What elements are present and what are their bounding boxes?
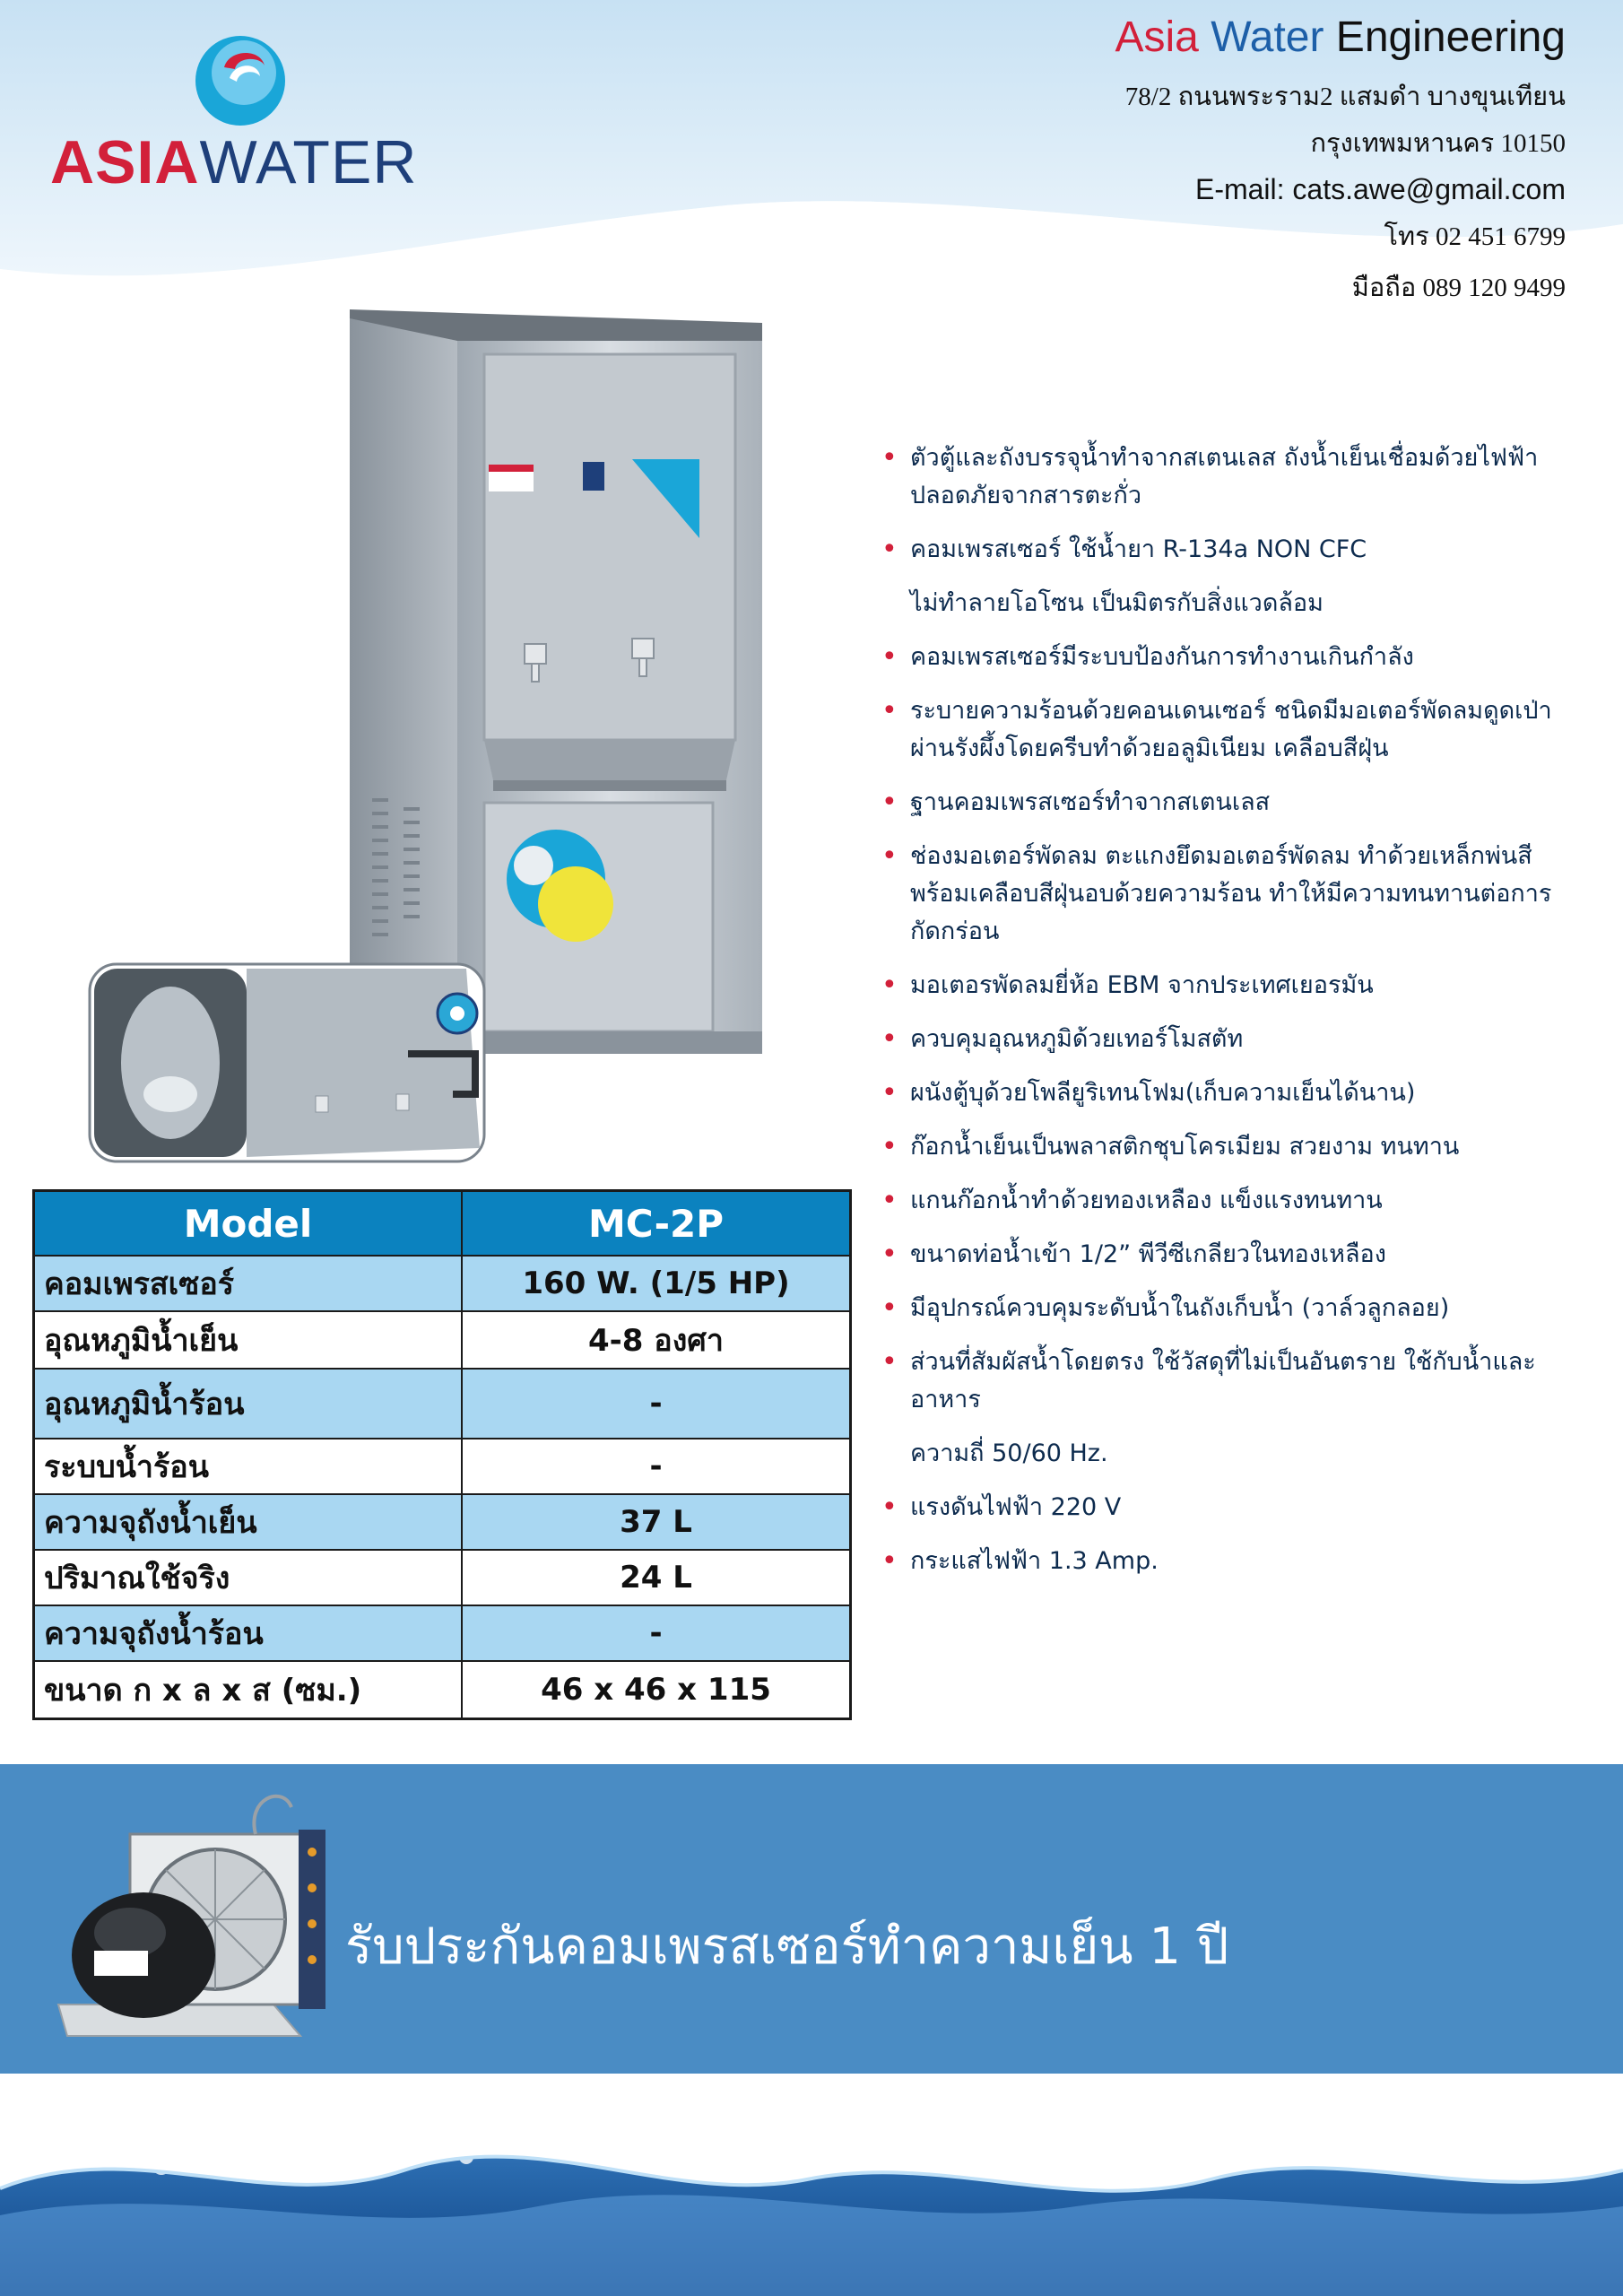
feature-item: • มีอุปกรณ์ควบคุมระดับน้ำในถังเก็บน้ำ (วาล์วลูกลอย) xyxy=(874,1290,1574,1327)
spec-value: 37 L xyxy=(462,1494,851,1550)
company-info xyxy=(1115,9,1567,314)
spec-value: - xyxy=(462,1369,851,1439)
spec-label: ความจุถังน้ำเย็น xyxy=(34,1494,463,1550)
spec-label: ปริมาณใช้จริง xyxy=(34,1550,463,1605)
feature-item: • แกนก๊อกน้ำทำด้วยทองเหลือง แข็งแรงทนทาน xyxy=(874,1182,1574,1220)
email-address: E-mail: cats.awe@gmail.com xyxy=(1194,173,1566,205)
spec-value: 160 W. (1/5 HP) xyxy=(462,1256,851,1311)
spec-label: อุณหภูมิน้ำเย็น xyxy=(34,1311,463,1369)
spec-label: คอมเพรสเซอร์ xyxy=(34,1256,463,1311)
spec-value: - xyxy=(462,1439,851,1494)
table-row xyxy=(34,1369,851,1439)
logo-text-asia: ASIA xyxy=(50,128,200,196)
water-splash-decoration xyxy=(0,2081,1623,2296)
spec-table-header xyxy=(34,1191,851,1257)
spec-table xyxy=(32,1189,852,1720)
address-line1: 78/2 ถนนพระราม2 แสมดำ บางขุนเทียน xyxy=(1124,83,1566,111)
feature-item: • ส่วนที่สัมผัสน้ำโดยตรง ใช้วัสดุที่ไม่เป็นอันตราย ใช้กับน้ำและอาหาร xyxy=(874,1344,1574,1419)
feature-item: • ขนาดท่อน้ำเข้า 1/2” พีวีซีเกลียวในทองเหลือง xyxy=(874,1236,1574,1274)
logo-text xyxy=(50,128,418,196)
table-row xyxy=(34,1256,851,1311)
spec-label: อุณหภูมิน้ำร้อน xyxy=(34,1369,463,1439)
spec-value: 24 L xyxy=(462,1550,851,1605)
logo-text-water: WATER xyxy=(199,128,418,196)
table-row xyxy=(34,1661,851,1718)
feature-item: • ควบคุมอุณหภูมิด้วยเทอร์โมสตัท xyxy=(874,1021,1574,1058)
spec-label: ระบบน้ำร้อน xyxy=(34,1439,463,1494)
asiawater-logo xyxy=(45,31,439,202)
spec-header-label: Model xyxy=(34,1191,463,1257)
mobile-phone: มือถือ 089 120 9499 xyxy=(1351,274,1566,302)
table-row xyxy=(34,1439,851,1494)
spec-value: - xyxy=(462,1605,851,1661)
feature-item: ไม่ทำลายโอโซน เป็นมิตรกับสิ่งแวดล้อม xyxy=(910,589,1324,617)
feature-item: • แรงดันไฟฟ้า 220 V xyxy=(874,1489,1574,1526)
telephone: โทร 02 451 6799 xyxy=(1384,222,1566,251)
warranty-text: รับประกันคอมเพรสเซอร์ทำความเย็น 1 ปี xyxy=(345,1918,1229,1976)
feature-item: • ก๊อกน้ำเย็นเป็นพลาสติกชุบโครเมียม สวยงาม ทนทาน xyxy=(874,1128,1574,1166)
feature-item: • ผนังตู้บุด้วยโพลียูริเทนโฟม(เก็บความเย็นได้นาน) xyxy=(874,1074,1574,1112)
feature-item: • ฐานคอมเพรสเซอร์ทำจากสเตนเลส xyxy=(874,784,1574,822)
company-name-water: Water xyxy=(1211,13,1324,61)
spec-header-value: MC-2P xyxy=(462,1191,851,1257)
table-row xyxy=(34,1605,851,1661)
feature-list xyxy=(874,439,1574,1596)
feature-item: • กระแสไฟฟ้า 1.3 Amp. xyxy=(874,1543,1574,1580)
spec-value: 46 x 46 x 115 xyxy=(462,1661,851,1718)
water-swirl-icon xyxy=(45,31,439,130)
feature-item: • คอมเพรสเซอร์ ใช้น้ำยา R-134a NON CFC xyxy=(874,531,1574,569)
company-name xyxy=(1115,9,1567,66)
address-line2: กรุงเทพมหานคร 10150 xyxy=(1310,129,1566,158)
feature-item: • มอเตอรพัดลมยี่ห้อ EBM จากประเทศเยอรมัน xyxy=(874,967,1574,1004)
company-name-engineering: Engineering xyxy=(1335,13,1566,61)
feature-item: • ตัวตู้และถังบรรจุน้ำทำจากสเตนเลส ถังน้ำเย็นเชื่อมด้วยไฟฟ้า ปลอดภัยจากสารตะกั่ว xyxy=(874,439,1574,515)
table-row xyxy=(34,1494,851,1550)
spec-value: 4-8 องศา xyxy=(462,1311,851,1369)
compressor-illustration xyxy=(49,1780,336,2054)
table-row xyxy=(34,1311,851,1369)
spec-label: ขนาด ก x ล x ส (ซม.) xyxy=(34,1661,463,1718)
water-cooler-illustration xyxy=(81,305,780,1166)
feature-item: • ช่องมอเตอร์พัดลม ตะแกงยึดมอเตอร์พัดลม ทำด้วยเหล็กพ่นสีพร้อมเคลือบสีฝุ่นอบด้วยความร้อน ทำให้มีความทนทานต่อการกัดกร่อน xyxy=(874,838,1574,951)
feature-item: • คอมเพรสเซอร์มีระบบป้องกันการทำงานเกินกำลัง xyxy=(874,639,1574,676)
feature-item: • ระบายความร้อนด้วยคอนเดนเซอร์ ชนิดมีมอเตอร์พัดลมดูดเป่าผ่านรังผึ้งโดยครีบทำด้วยอลูมิเนียม เคลือบสีฝุ่น xyxy=(874,692,1574,768)
feature-item: ความถี่ 50/60 Hz. xyxy=(910,1439,1108,1467)
table-row xyxy=(34,1550,851,1605)
company-name-asia: Asia xyxy=(1115,13,1199,61)
spec-label: ความจุถังน้ำร้อน xyxy=(34,1605,463,1661)
